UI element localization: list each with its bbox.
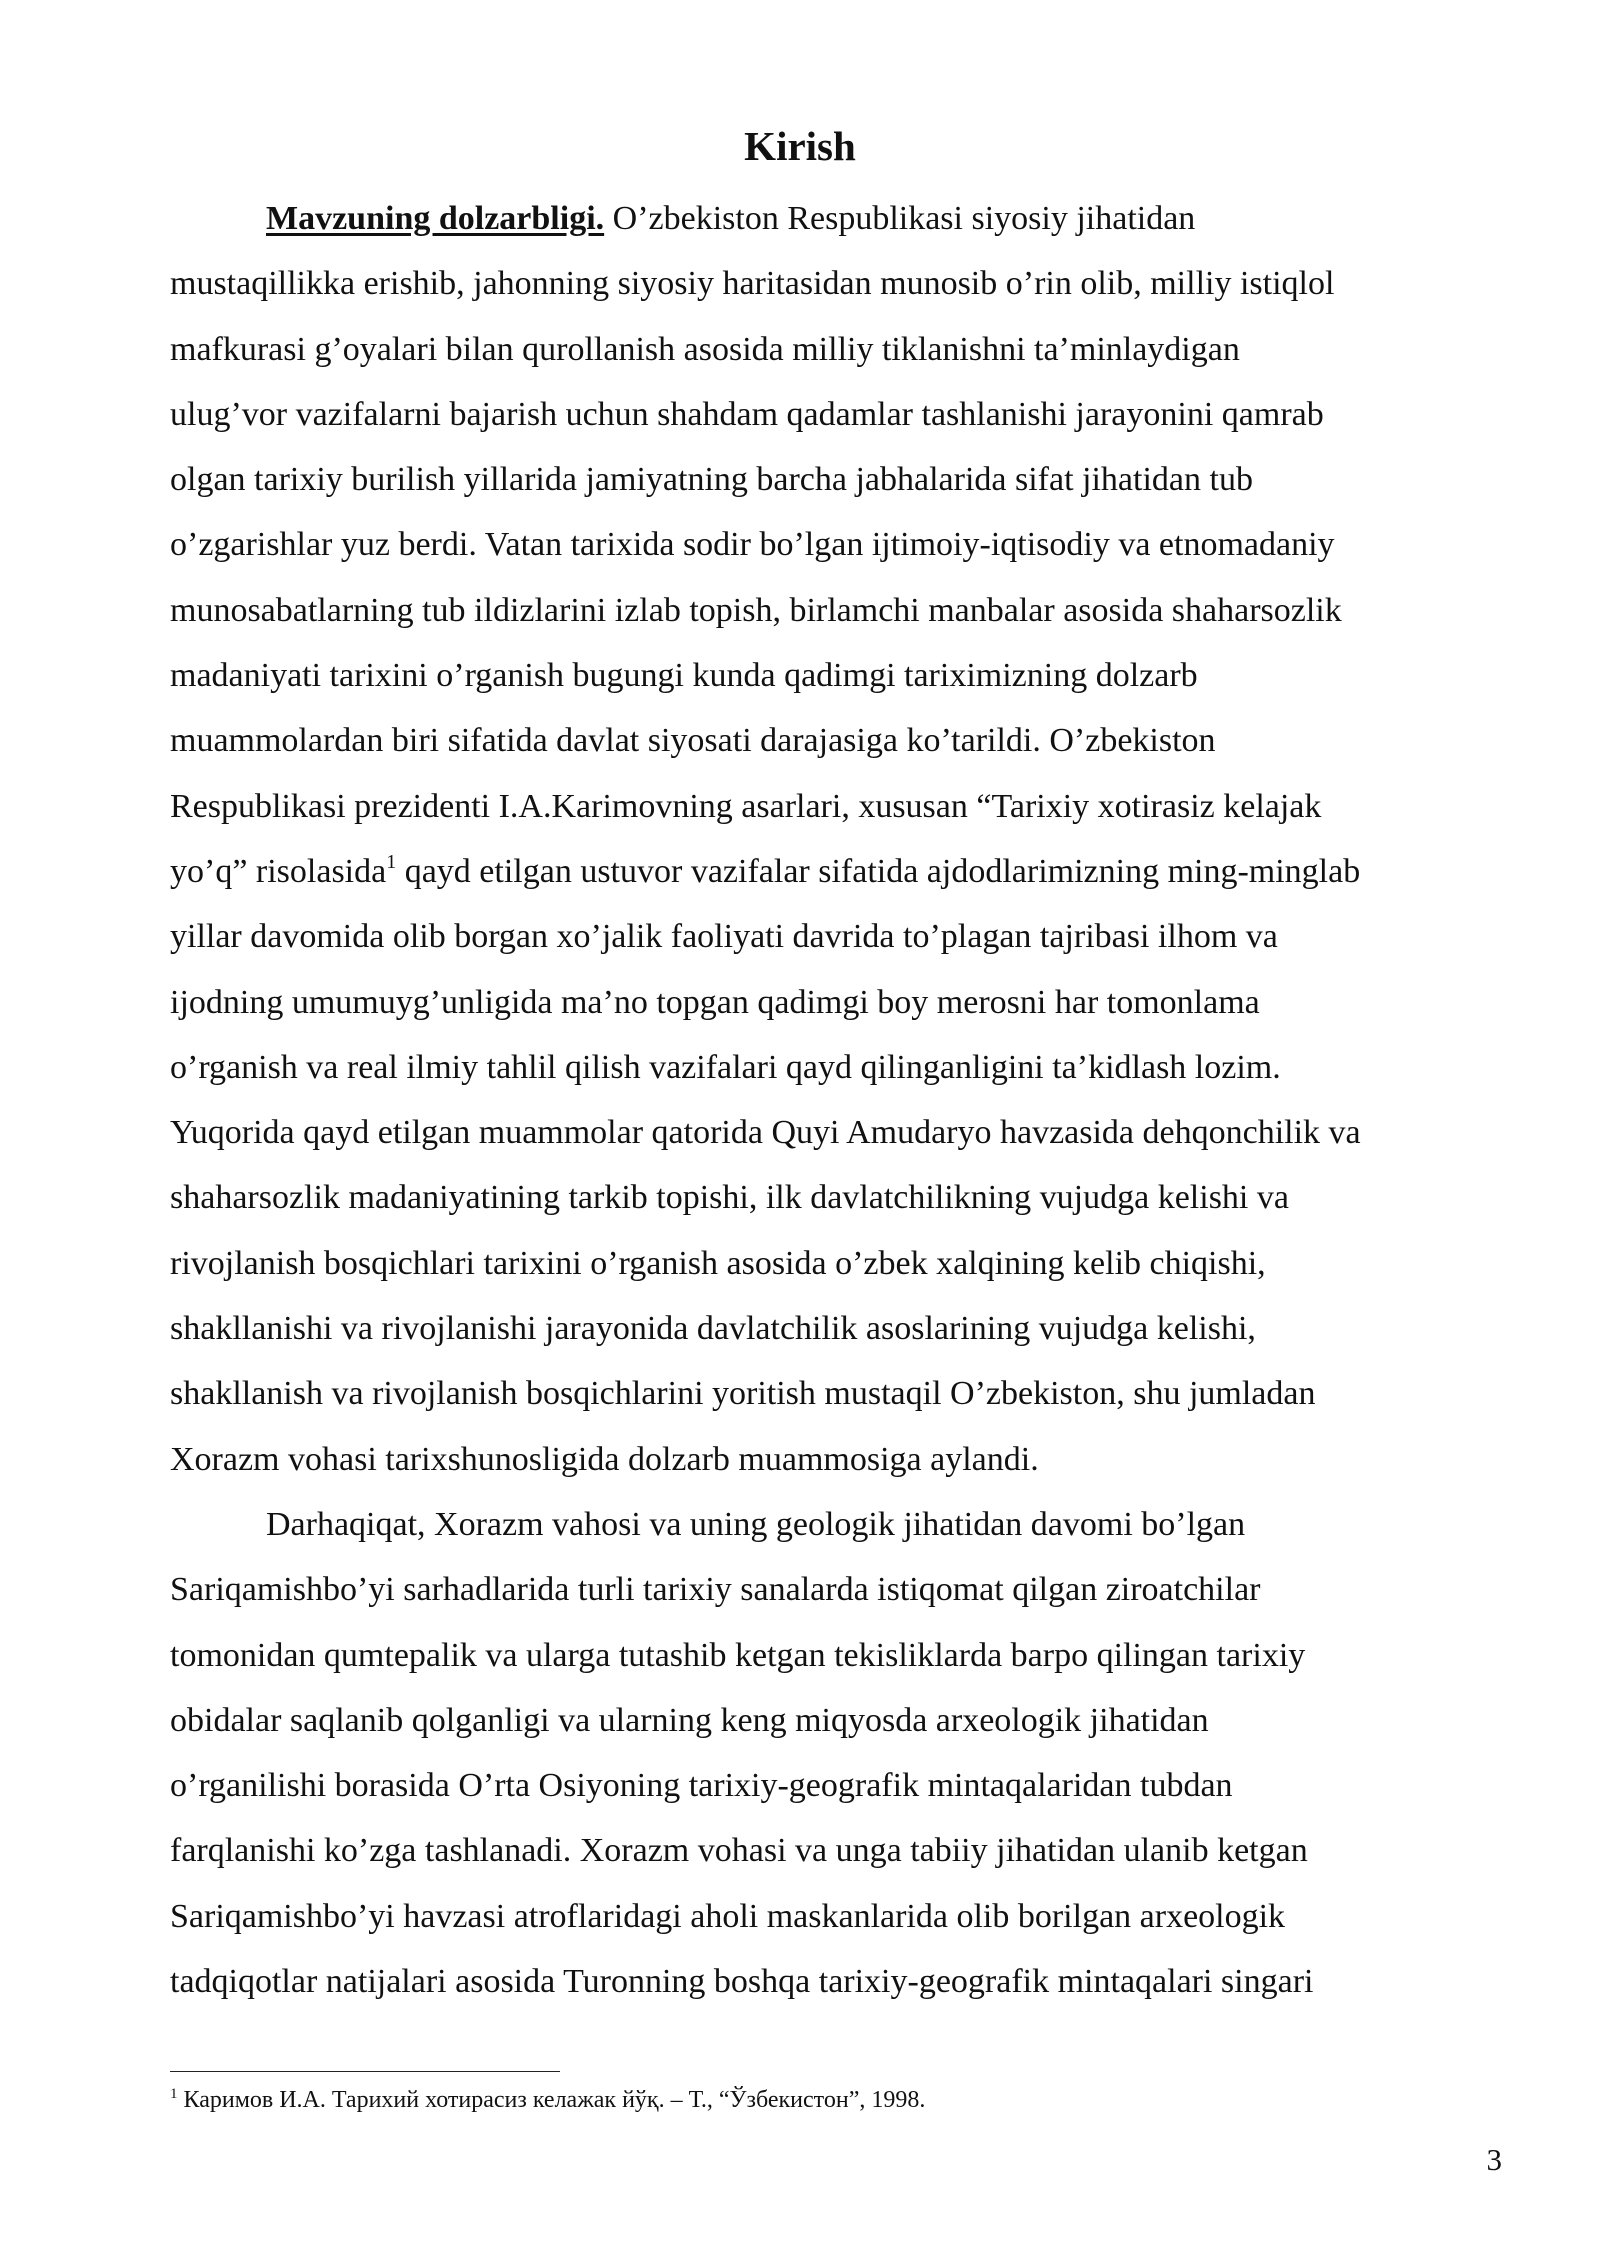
paragraph-line (170, 186, 1510, 251)
paragraph-line: madaniyati tarixini o’rganish bugungi kunda qadimgi tariximizning dolzarb (170, 657, 1198, 695)
body-text (170, 186, 1510, 2014)
page-number: 3 (1486, 2142, 1502, 2177)
paragraph-line (170, 839, 1510, 904)
paragraph-line: Yuqorida qayd etilgan muammolar qatorida Quyi Amudaryo havzasida dehqonchilik va (170, 1114, 1361, 1152)
paragraph-line: shakllanish va rivojlanish bosqichlarini yoritish mustaqil O’zbekiston, shu jumladan (170, 1375, 1316, 1413)
paragraph-line: ijodning umumuyg’unligida ma’no topgan qadimgi boy merosni har tomonlama (170, 983, 1260, 1021)
paragraph-line: olgan tarixiy burilish yillarida jamiyatning barcha jabhalarida sifat jihatidan tub (170, 461, 1253, 499)
paragraph-line: yillar davomida olib borgan xo’jalik faoliyati davrida to’plagan tajribasi ilhom va (170, 918, 1278, 956)
paragraph-line: o’rganish va real ilmiy tahlil qilish vazifalari qayd qilinganligini ta’kidlash lozim. (170, 1048, 1281, 1086)
paragraph-line: mafkurasi g’oyalari bilan qurollanish asosida milliy tiklanishni ta’minlaydigan (170, 330, 1240, 368)
paragraph-line: Xorazm vohasi tarixshunosligida dolzarb muammosiga aylandi. (170, 1440, 1039, 1478)
footnote-separator (170, 2071, 560, 2072)
paragraph-line: ulug’vor vazifalarni bajarish uchun shahdam qadamlar tashlanishi jarayonini qamrab (170, 395, 1324, 433)
paragraph-line: Darhaqiqat, Xorazm vahosi va uning geologik jihatidan davomi bo’lgan (266, 1505, 1246, 1543)
paragraph-line: rivojlanish bosqichlari tarixini o’rganish asosida o’zbek xalqining kelib chiqishi, (170, 1244, 1266, 1282)
paragraph-line-text: yo’q” risolasida (170, 852, 387, 890)
footnote-marker: 1 (170, 2086, 178, 2102)
paragraph-line: Respublikasi prezidenti I.A.Karimovning asarlari, xususan “Tarixiy xotirasiz kelajak (170, 787, 1322, 825)
paragraph-line: muammolardan biri sifatida davlat siyosati darajasiga ko’tarildi. O’zbekiston (170, 722, 1216, 760)
paragraph-line: tomonidan qumtepalik va ularga tutashib ketgan tekisliklarda barpo qilingan tarixiy (170, 1636, 1306, 1674)
page-title: Kirish (744, 123, 856, 169)
paragraph-line-text: qayd etilgan ustuvor vazifalar sifatida ajdodlarimizning ming-minglab (396, 852, 1361, 890)
footnote (170, 2083, 925, 2117)
paragraph-line-text: O’zbekiston Respublikasi siyosiy jihatidan (604, 200, 1196, 237)
paragraph-line: shakllanishi va rivojlanishi jarayonida davlatchilik asoslarining vujudga kelishi, (170, 1310, 1256, 1348)
paragraph-line: mustaqillikka erishib, jahonning siyosiy haritasidan munosib o’rin olib, milliy istiqlol (170, 265, 1335, 303)
footnote-text: Каримов И.А. Тарихий хотирасиз келажак йўқ. – Т., “Ўзбекистон”, 1998. (177, 2087, 926, 2113)
paragraph-line: Sariqamishbo’yi sarhadlarida turli tarixiy sanalarda istiqomat qilgan ziroatchilar (170, 1571, 1261, 1609)
section-heading: Mavzuning dolzarbligi. (266, 200, 605, 237)
paragraph-line: munosabatlarning tub ildizlarini izlab topish, birlamchi manbalar asosida shaharsozlik (170, 591, 1342, 629)
paragraph-line: obidalar saqlanib qolganligi va ularning keng miqyosda arxeologik jihatidan (170, 1701, 1209, 1739)
paragraph-line: shaharsozlik madaniyatining tarkib topishi, ilk davlatchilikning vujudga kelishi va (170, 1179, 1289, 1217)
paragraph-line: farqlanishi ko’zga tashlanadi. Xorazm vohasi va unga tabiiy jihatidan ulanib ketgan (170, 1832, 1308, 1870)
paragraph-line: tadqiqotlar natijalari asosida Turonning boshqa tarixiy-geografik mintaqalari singari (170, 1963, 1314, 2001)
paragraph-line: o’zgarishlar yuz berdi. Vatan tarixida sodir bo’lgan ijtimoiy-iqtisodiy va etnomadaniy (170, 526, 1335, 564)
paragraph-line: o’rganilishi borasida O’rta Osiyoning tarixiy-geografik mintaqalaridan tubdan (170, 1767, 1233, 1805)
paragraph-line: Sariqamishbo’yi havzasi atroflaridagi aholi maskanlarida olib borilgan arxeologik (170, 1897, 1286, 1935)
footnote-reference[interactable]: 1 (386, 850, 397, 873)
